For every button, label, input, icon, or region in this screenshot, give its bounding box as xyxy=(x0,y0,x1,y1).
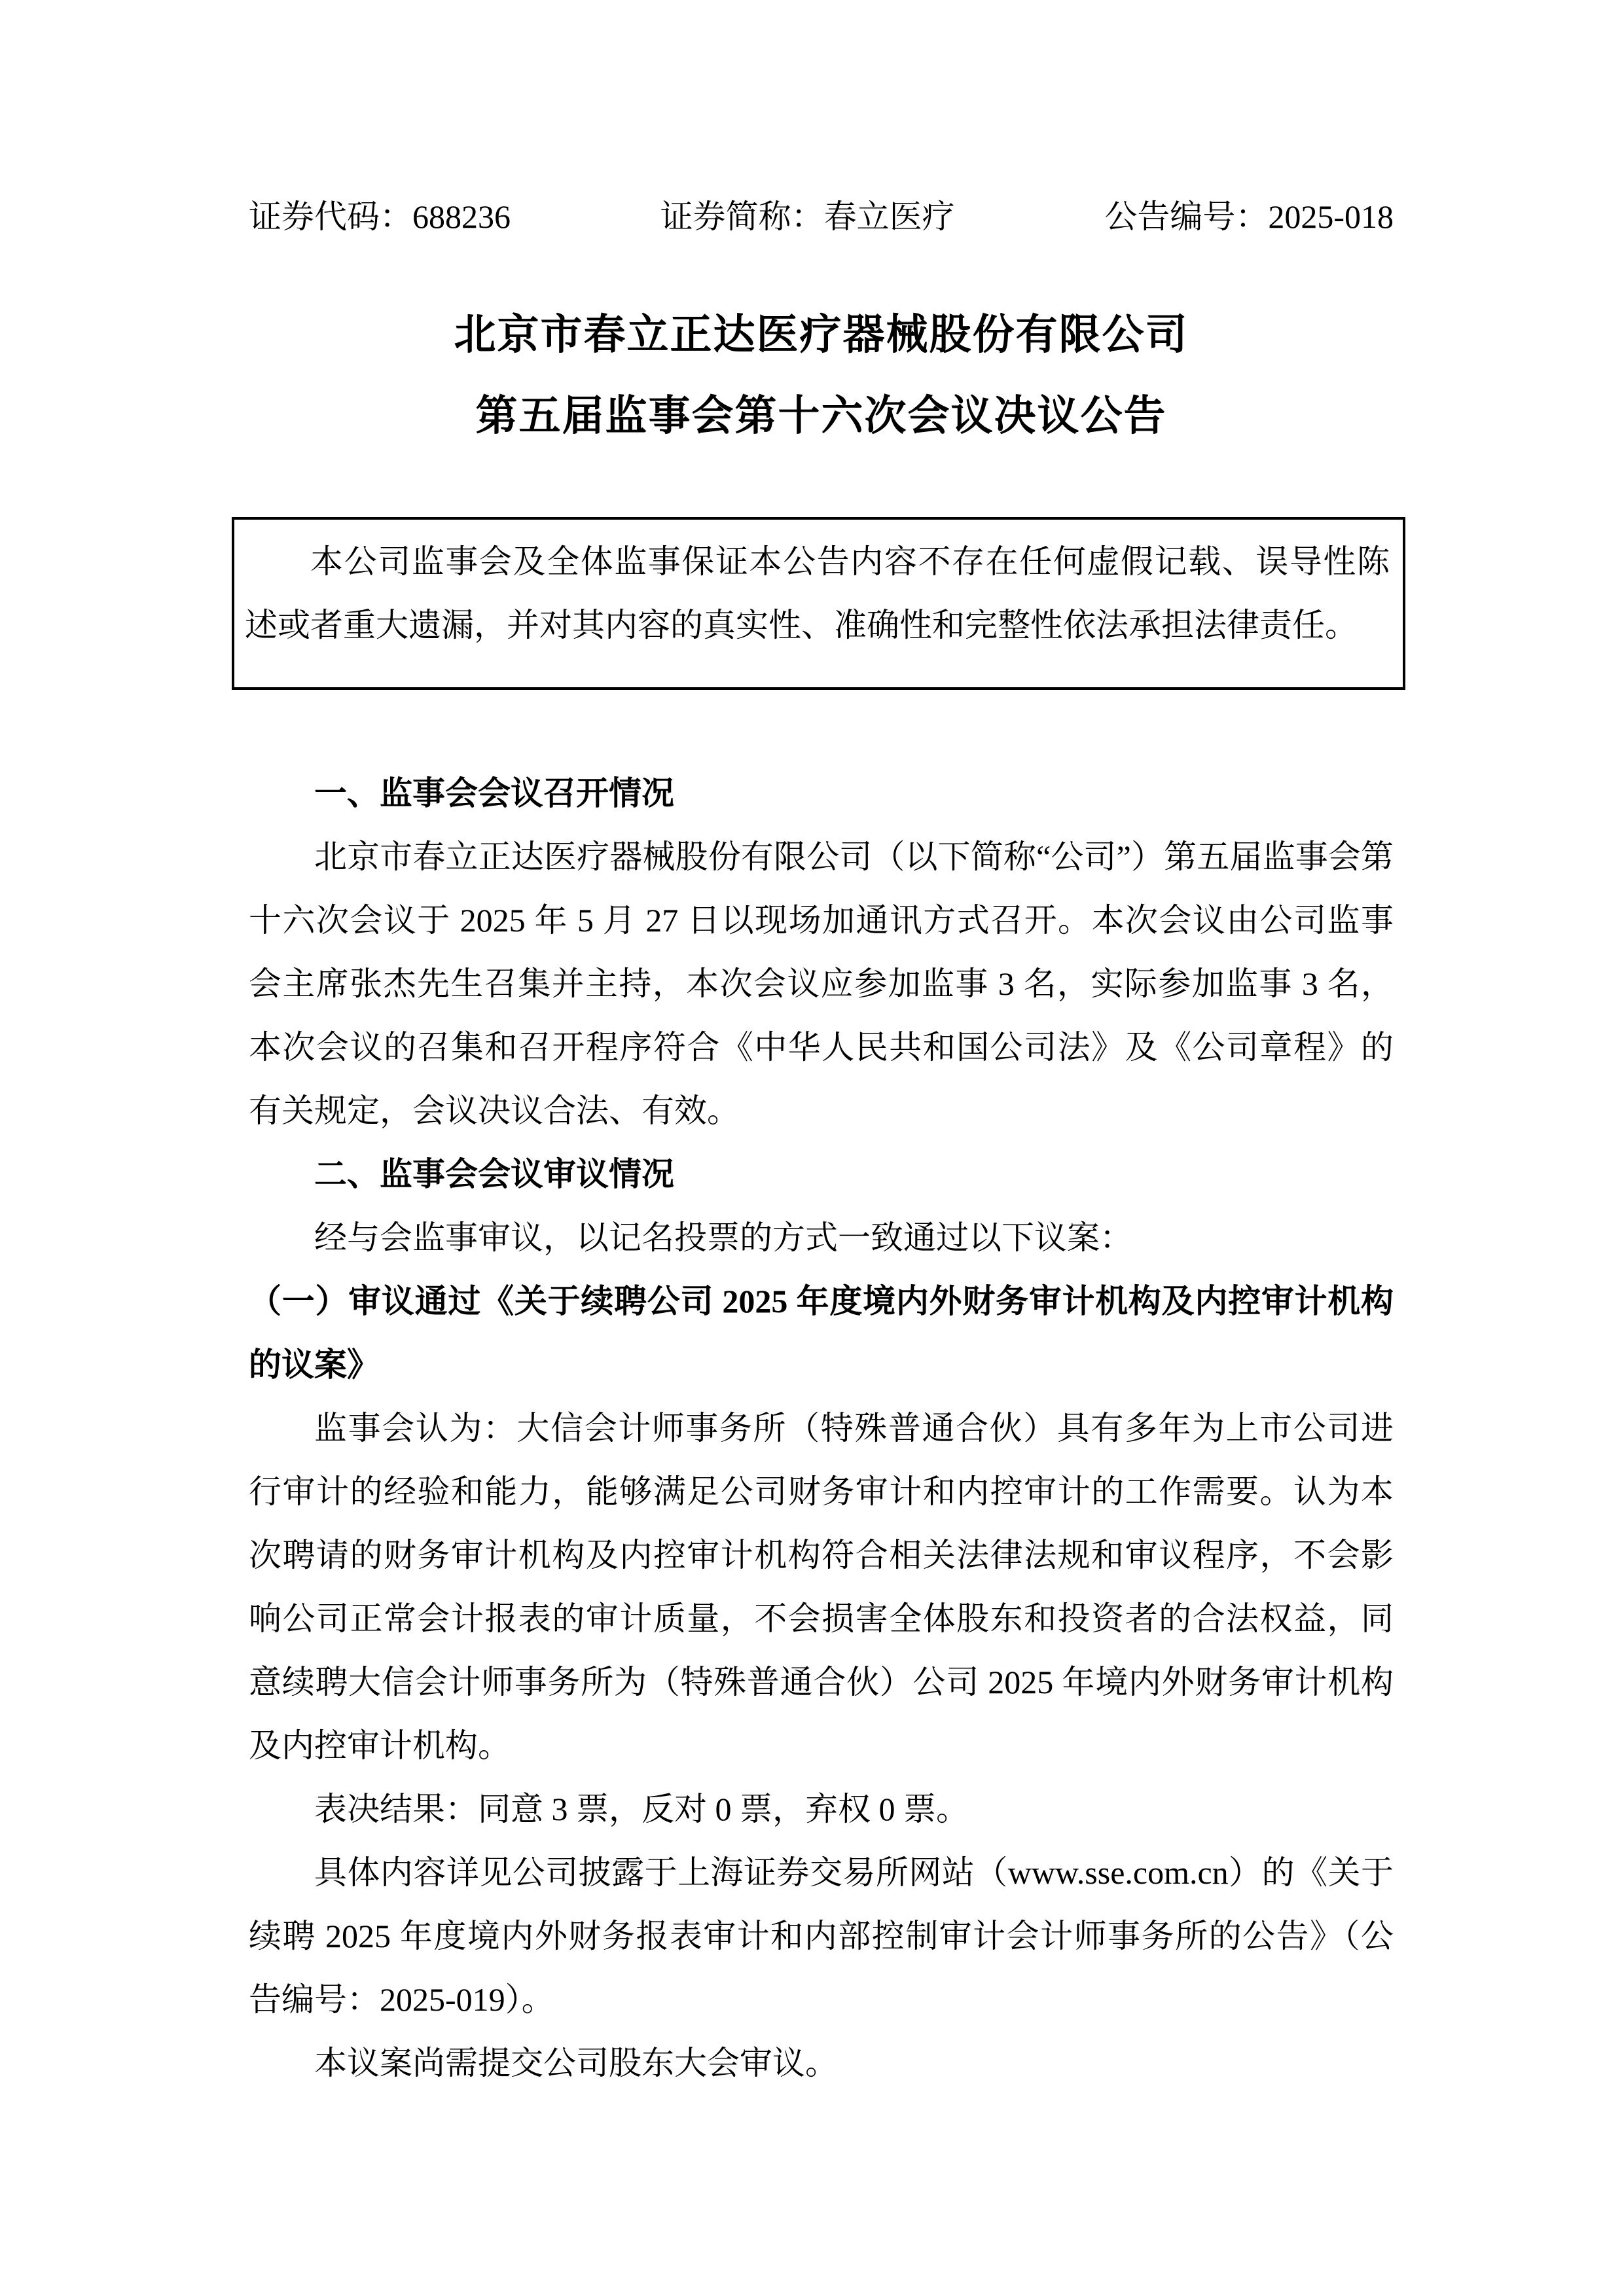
section-2-heading: 二、监事会会议审议情况 xyxy=(314,1156,674,1193)
meeting-resolution-title-line: 第五届监事会第十六次会议决议公告 xyxy=(475,393,1167,439)
announcement-number-label: 公告编号：2025-018 xyxy=(1104,198,1394,235)
page-title xyxy=(249,295,1394,457)
proposal-1-opinion: 监事会认为：大信会计师事务所（特殊普通合伙）具有多年为上市公司进行审计的经验和能力，能够满足公司财务审计和内控审计的工作需要。认为本次聘请的财务审计机构及内控审计机构符合相关法律法规和审议程序，不会影响公司正常会计报表的审计质量，不会损害全体股东和投资者的合法权益，同意续聘大信会计师事务所为（特殊普通合伙）公司 2025 年境内外财务审计机构及内控审计机构。 xyxy=(249,1410,1394,1764)
document-header-row xyxy=(249,196,1394,237)
document-body xyxy=(249,762,1394,2095)
section-1-heading: 一、监事会会议召开情况 xyxy=(314,775,674,812)
stock-code-label: 证券代码：688236 xyxy=(249,198,511,235)
section-1-paragraph: 北京市春立正达医疗器械股份有限公司（以下简称“公司”）第五届监事会第十六次会议于 2025 年 5 月 27 日以现场加通讯方式召开。本次会议由公司监事会主席张杰先生召集并主持，本次会议应参加监事 3 名，实际参加监事 3 名，本次会议的召集和召开程序符合《中华人民共和国公司法》及《公司章程》的有关规定，会议决议合法、有效。 xyxy=(249,838,1394,1129)
company-name-title-line: 北京市春立正达医疗器械股份有限公司 xyxy=(454,312,1189,358)
proposal-1-vote-result: 表决结果：同意 3 票，反对 0 票，弃权 0 票。 xyxy=(314,1791,969,1827)
stock-short-name-label: 证券简称：春立医疗 xyxy=(660,198,955,235)
proposal-1-note: 本议案尚需提交公司股东大会审议。 xyxy=(314,2045,838,2081)
disclaimer-text: 本公司监事会及全体监事保证本公告内容不存在任何虚假记载、误导性陈述或者重大遗漏，并对其内容的真实性、准确性和完整性依法承担法律责任。 xyxy=(245,543,1390,643)
disclaimer-box xyxy=(232,517,1405,690)
proposal-1-heading: （一）审议通过《关于续聘公司 2025 年度境内外财务审计机构及内控审计机构的议案》 xyxy=(249,1283,1394,1383)
proposal-1-disclosure: 具体内容详见公司披露于上海证券交易所网站（www.sse.com.cn）的《关于续聘 2025 年度境内外财务报表审计和内部控制审计会计师事务所的公告》（公告编号：2025-019）。 xyxy=(249,1854,1394,2018)
section-2-intro: 经与会监事审议，以记名投票的方式一致通过以下议案： xyxy=(314,1219,1132,1256)
